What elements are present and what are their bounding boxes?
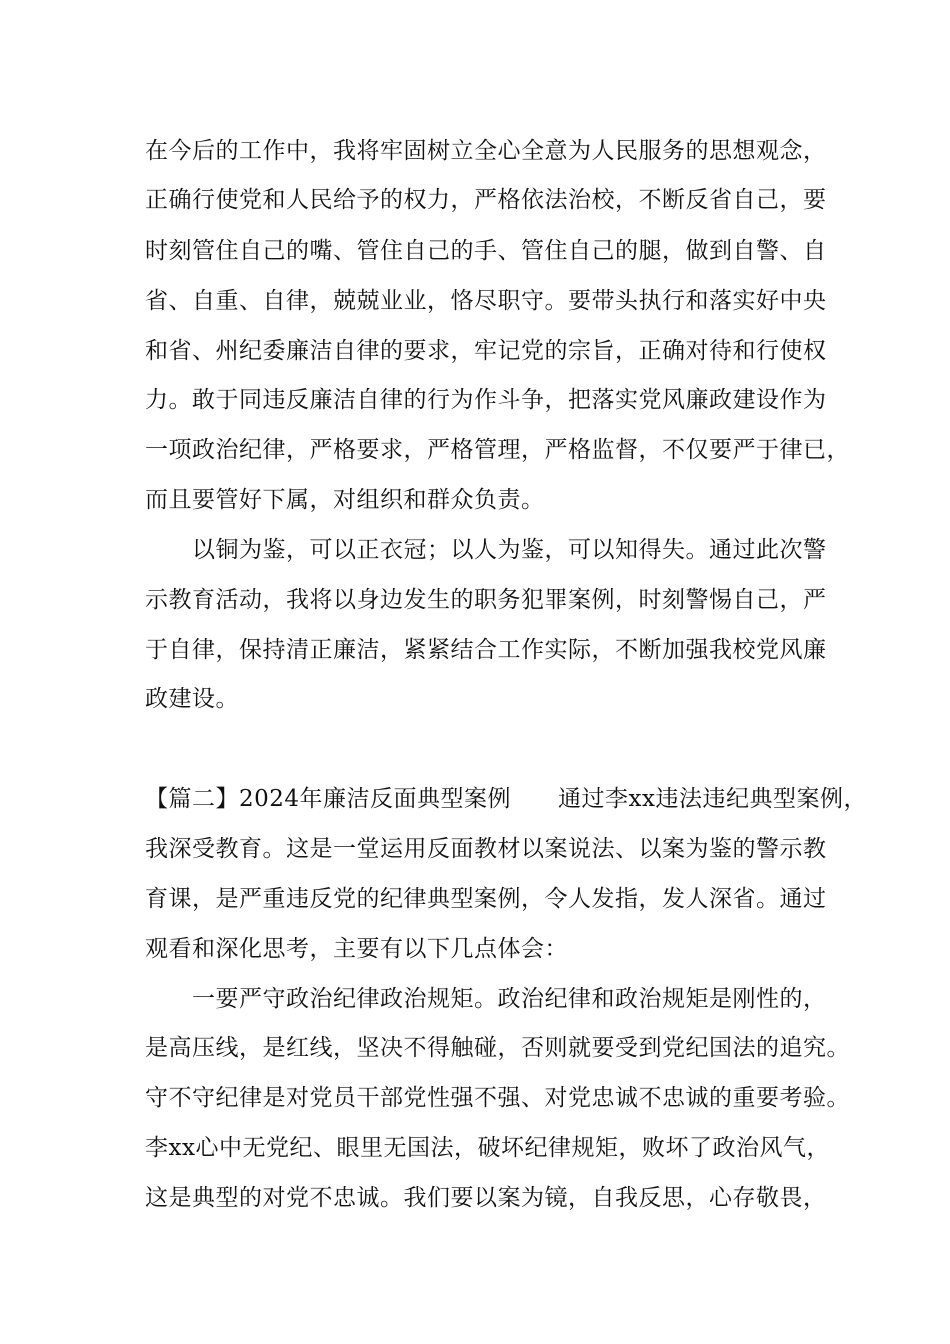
text-line: 时刻管住自己的嘴、管住自己的手、管住自己的腿，做到自警、自 — [145, 238, 827, 264]
text-line: 政建设。 — [145, 686, 239, 712]
text-line: 一要严守政治纪律政治规矩。政治纪律和政治规矩是刚性的， — [145, 986, 827, 1012]
text-line: 李xx心中无党纪、眼里无国法，破坏纪律规矩，败坏了政治风气， — [145, 1135, 830, 1161]
text-line: 而且要管好下属，对组织和群众负责。 — [145, 487, 545, 513]
text-line: 我深受教育。这是一堂运用反面教材以案说法、以案为鉴的警示教 — [145, 836, 827, 862]
text-line: 是高压线，是红线，坚决不得触碰，否则就要受到党纪国法的追究。 — [145, 1035, 850, 1061]
text-line: 省、自重、自律，兢兢业业，恪尽职守。要带头执行和落实好中央 — [145, 288, 827, 314]
text-line: 示教育活动，我将以身边发生的职务犯罪案例，时刻警惕自己，严 — [145, 587, 827, 613]
text-line: 以铜为鉴，可以正衣冠；以人为鉴，可以知得失。通过此次警 — [145, 537, 827, 563]
section-heading-line: 【篇二】2024年廉洁反面典型案例 通过李xx违法违纪典型案例， — [145, 786, 867, 812]
text-line: 正确行使党和人民给予的权力，严格依法治校，不断反省自己，要 — [145, 187, 827, 213]
text-line: 于自律，保持清正廉洁，紧紧结合工作实际，不断加强我校党风廉 — [145, 637, 827, 663]
text-line: 一项政治纪律，严格要求，严格管理，严格监督，不仅要严于律已， — [145, 437, 850, 463]
text-line: 育课，是严重违反党的纪律典型案例，令人发指，发人深省。通过 — [145, 886, 827, 912]
text-line: 在今后的工作中，我将牢固树立全心全意为人民服务的思想观念， — [145, 138, 827, 164]
text-line: 守不守纪律是对党员干部党性强不强、对党忠诚不忠诚的重要考验。 — [145, 1085, 850, 1111]
text-line: 这是典型的对党不忠诚。我们要以案为镜，自我反思，心存敬畏， — [145, 1185, 827, 1211]
text-line: 和省、州纪委廉洁自律的要求，牢记党的宗旨，正确对待和行使权 — [145, 338, 827, 364]
text-line: 力。敢于同违反廉洁自律的行为作斗争，把落实党风廉政建设作为 — [145, 387, 827, 413]
text-line: 观看和深化思考，主要有以下几点体会： — [145, 936, 568, 962]
